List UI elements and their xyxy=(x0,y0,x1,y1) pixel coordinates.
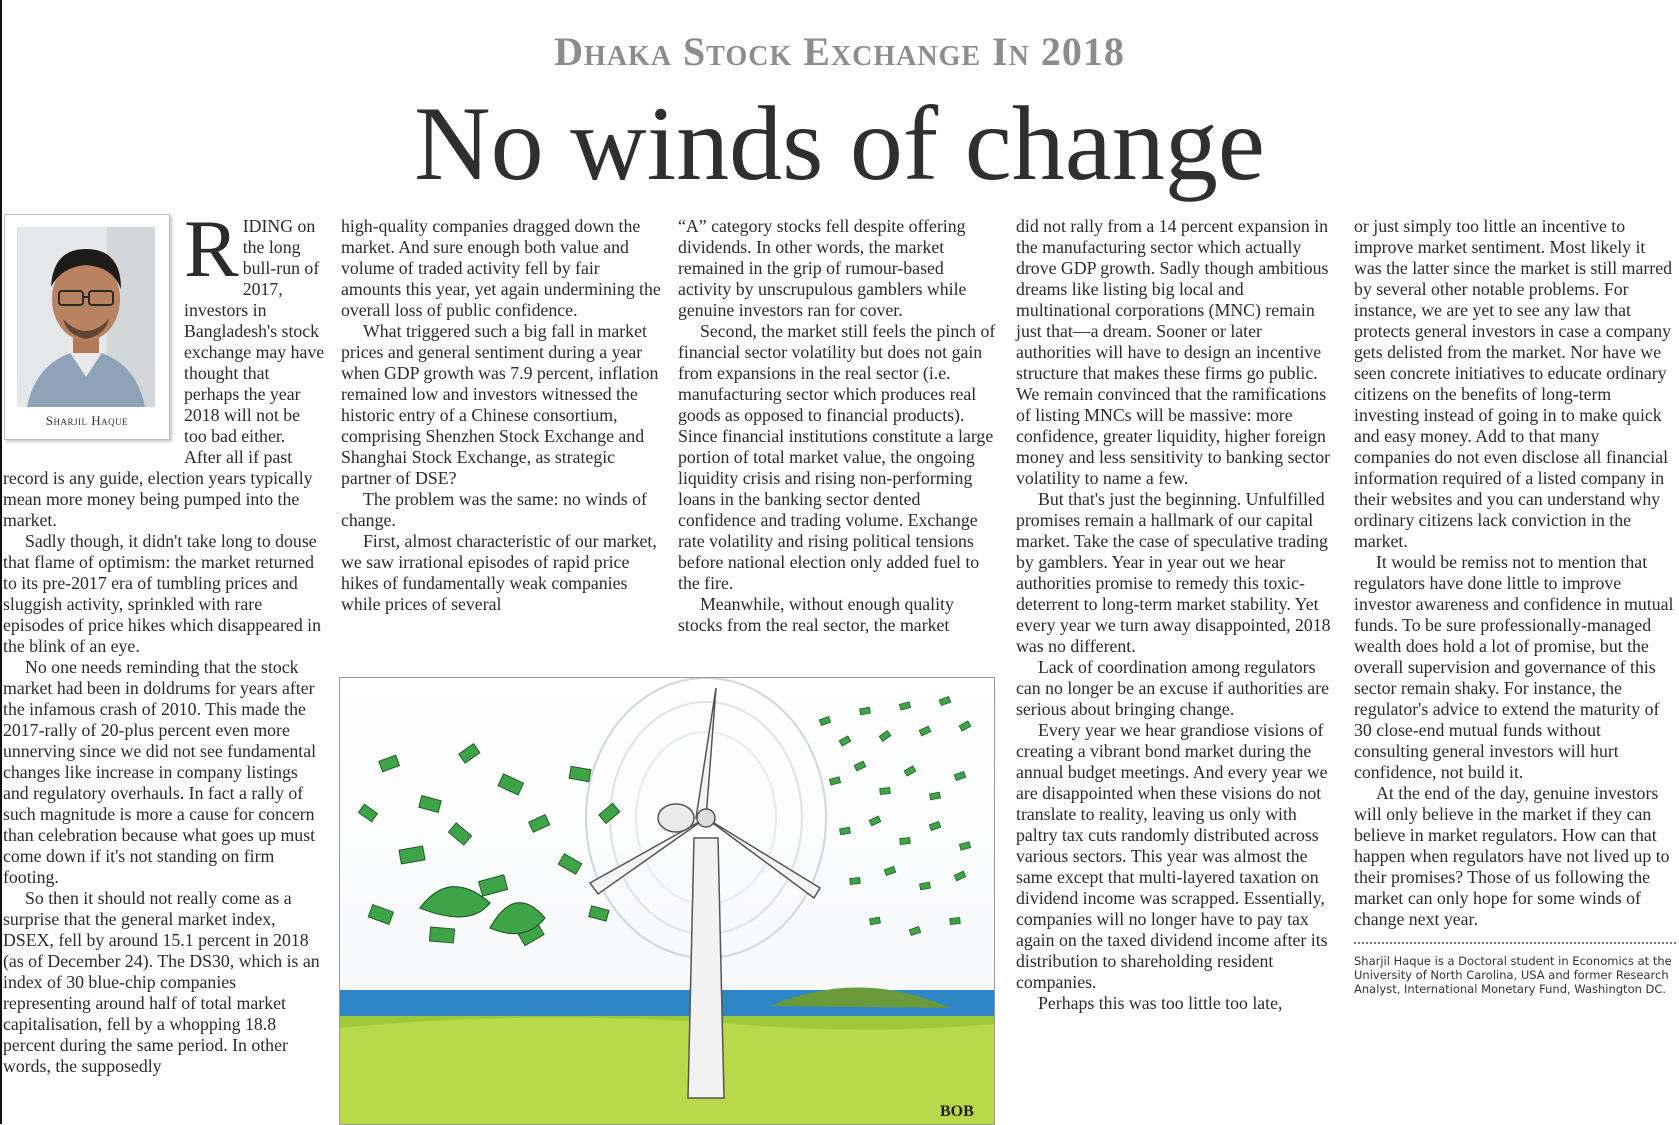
paragraph: First, almost characteristic of our market, we saw irrational episodes of rapid price hikes of fundamentally weak companies while prices of several xyxy=(341,531,657,614)
paragraph: What triggered such a big fall in market prices and general sentiment during a year when GDP growth was 7.9 percent, inflation remained low and investors witnessed the historic entry of a Chinese consortium, comprising Shenzhen Stock Exchange and Shanghai Stock Exchange, as strategic partner of DSE? xyxy=(341,321,659,488)
author-photo xyxy=(17,227,155,407)
article-column-1 xyxy=(3,203,325,1077)
paragraph: did not rally from a 14 percent expansion in the manufacturing sector which actually drove GDP growth. Sadly though ambitious dreams like listing big local and multinational corporations (MNC) remain just that—a dream. Sooner or later authorities will have to design an incentive structure that makes these firms go public. We remain convinced that the ramifications of listing MNCs will be massive: more confidence, greater liquidity, higher foreign money and less sensitivity to banking sector volatility to name a few. xyxy=(1016,216,1331,488)
paragraph: Perhaps this was too little too late, xyxy=(1038,993,1283,1013)
dotted-divider xyxy=(1354,942,1676,944)
headline: No winds of change xyxy=(414,85,1265,202)
paragraph: Second, the market still feels the pinch of financial sector volatility but does not gain from expansions in the real sector (i.e. manufacturing sector which produces real goods as opposed to financial products). Since financial institutions constitute a large portion of total market value, the ongoing liquidity crisis and rising non-performing loans in the banking sector dented confidence and trading volume. Exchange rate volatility and rising political tensions before national election only added fuel to the fire. xyxy=(678,321,996,593)
paragraph: Meanwhile, without enough quality stocks from the real sector, the market xyxy=(678,594,954,635)
article-column-4 xyxy=(1016,216,1338,1014)
paragraph: But that's just the beginning. Unfulfilled promises remain a hallmark of our capital market. Take the case of speculative trading by gamblers. Year in year out we hear authorities promise to remedy this toxic-deterrent to long-term market stability. Yet every year we turn away disappointed, 2018 was no different. xyxy=(1016,489,1331,656)
paragraph: Sadly though, it didn't take long to douse that flame of optimism: the market returned to its pre-2017 era of tumbling prices and sluggish activity, sprinkled with rare episodes of price hikes which disappeared in the blink of an eye. xyxy=(3,531,321,656)
paragraph: Every year we hear grandiose visions of creating a vibrant bond market during the annual budget meetings. And every year we are disappointed when these visions do not translate to reality, leaving us only with paltry tax cuts randomly distributed across various sectors. This year was almost the same except that multi-layered taxation on dividend income was scrapped. Essentially, companies will no longer have to pay tax again on the taxed dividend income after its distribution to shareholding resident companies. xyxy=(1016,720,1328,992)
article-column-2 xyxy=(341,216,663,615)
paragraph: It would be remiss not to mention that regulators have done little to improve investor awareness and confidence in mutual funds. To be sure professionally-managed wealth does hold a lot of promise, but the overall supervision and governance of this sector remain shaky. For instance, the regulator's advice to extend the maturity of 30 close-end mutual funds without consulting general investors will hurt confidence, not build it. xyxy=(1354,552,1674,782)
article-column-5 xyxy=(1354,216,1676,996)
paragraph: “A” category stocks fell despite offering dividends. In other words, the market remained in the grip of rumour-based activity by unscrupulous gamblers while genuine investors ran for cover. xyxy=(678,216,967,320)
paragraph: The problem was the same: no winds of change. xyxy=(341,489,647,530)
cartoon-signature: BOB xyxy=(940,1103,974,1120)
author-byline: Sharjil Haque xyxy=(45,413,129,428)
drop-cap: R xyxy=(184,203,239,294)
paragraph: No one needs reminding that the stock market had been in doldrums for years after the infamous crash of 2010. This made the 2017-rally of 20-plus percent even more unnerving since we did not see fundamental changes like increase in company listings and regulatory overhauls. In fact a rally of such magnitude is more a cause for concern than celebration because what goes up must come down if it's not standing on firm footing. xyxy=(3,657,317,887)
paragraph: Lack of coordination among regulators can no longer be an excuse if authorities are serious about bringing change. xyxy=(1016,657,1330,719)
paragraph: high-quality companies dragged down the market. And sure enough both value and volume of traded activity fell by fair amounts this year, yet again undermining the overall loss of public confidence. xyxy=(341,216,661,320)
paragraph: or just simply too little an incentive to improve market sentiment. Most likely it was the latter since the market is still marred by several other notable problems. For instance, we are yet to see any law that protects general investors in case a company gets delisted from the market. Nor have we seen concrete initiatives to educate ordinary citizens on the benefits of long-term investing instead of going in to make quick and easy money. Add to that many companies do not even disclose all financial information required of a listed company in their websites and you can understand why ordinary citizens lack conviction in the market. xyxy=(1354,216,1672,551)
section-kicker: Dhaka Stock Exchange In 2018 xyxy=(554,29,1125,74)
author-bio: Sharjil Haque is a Doctoral student in Economics at the University of North Carolina, USA and former Research Analyst, International Monetary Fund, Washington DC. xyxy=(1354,954,1672,996)
windmill-money-cartoon xyxy=(339,677,995,1125)
paragraph: IDING on the long bull-run of 2017, investors in Bangladesh's stock exchange may have thought that perhaps the year 2018 will not be too bad either. After all if past record is any guide, election years typically mean more money being pumped into the market. xyxy=(3,216,325,530)
article-column-3 xyxy=(678,216,1000,636)
author-photo-box xyxy=(4,214,170,440)
paragraph: So then it should not really come as a surprise that the general market index, DSEX, fell by around 15.1 percent in 2018 (as of December 24). The DS30, which is an index of 30 blue-chip companies representing around half of total market capitalisation, fell by a whopping 18.8 percent during the same period. In other words, the supposedly xyxy=(3,888,320,1076)
paragraph: At the end of the day, genuine investors will only believe in the market if they can believe in market regulators. How can that happen when regulators have not lived up to their promises? Those of us following the market can only hope for some winds of change next year. xyxy=(1354,783,1670,929)
